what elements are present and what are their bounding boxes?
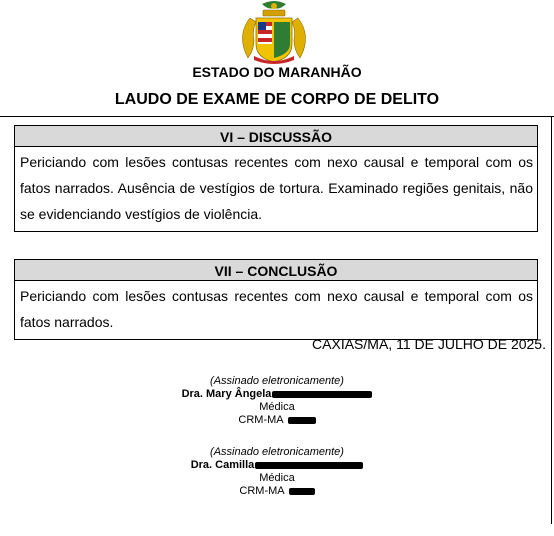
- state-coat-of-arms: [232, 0, 316, 66]
- signer-name-line: [0, 388, 554, 401]
- redaction-bar: [288, 417, 316, 424]
- section-heading: VI – DISCUSSÃO: [14, 125, 538, 147]
- document-title: LAUDO DE EXAME DE CORPO DE DELITO: [114, 91, 440, 108]
- signer-name-line: [0, 459, 554, 472]
- state-name: ESTADO DO MARANHÃO: [192, 64, 362, 80]
- signer-name: Dra. Camilla: [190, 459, 255, 471]
- signer-registry-line: [0, 414, 554, 427]
- signer-role: Médica: [259, 401, 295, 413]
- signed-note: (Assinado eletronicamente): [210, 375, 344, 387]
- signer-registry: CRM-MA: [239, 485, 285, 497]
- redaction-bar: [255, 462, 363, 469]
- section-conclusion: [14, 259, 538, 340]
- redaction-bar: [289, 488, 315, 495]
- signer-registry: CRM-MA: [238, 414, 284, 426]
- redaction-bar: [272, 391, 372, 398]
- section-text: Periciando com lesões contusas recentes com nexo causal e temporal com os fatos narrados. Ausência de vestígios de tortura. Examinado regiões genitais, não se evidenciando vestígios de violência.: [14, 147, 538, 232]
- section-text: Periciando com lesões contusas recentes com nexo causal e temporal com os fatos narrados.: [14, 281, 538, 340]
- section-discussion: [14, 125, 538, 232]
- signer-registry-line: [0, 485, 554, 498]
- section-heading: VII – CONCLUSÃO: [14, 259, 538, 281]
- place-and-date: CAXIAS/MA, 11 DE JULHO DE 2025.: [312, 336, 546, 352]
- signed-note: (Assinado eletronicamente): [210, 446, 344, 458]
- signature-block: [0, 446, 554, 498]
- signer-name: Dra. Mary Ângela: [181, 388, 272, 400]
- signature-block: [0, 375, 554, 427]
- header-divider: [0, 116, 554, 117]
- signer-role: Médica: [259, 472, 295, 484]
